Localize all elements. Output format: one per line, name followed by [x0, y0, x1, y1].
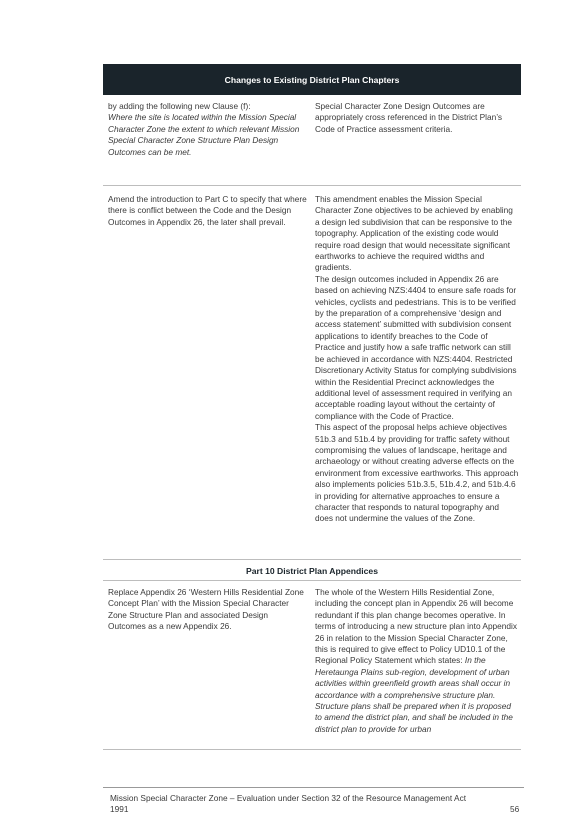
- row-divider: [103, 580, 521, 581]
- table-header: [103, 64, 521, 95]
- table-row: [103, 193, 521, 558]
- table-row: [103, 586, 521, 746]
- row1-right-text: Special Character Zone Design Outcomes are appropriately cross referenced in the District Plan’s Code of Practice assessment criteria.: [315, 101, 503, 134]
- row1-left-plain: by adding the following new Clause (f):: [108, 101, 251, 111]
- row2-left-text: Amend the introduction to Part C to specify that where there is conflict between the Code and the Design Outcomes in Appendix 26, the later shall prevail.: [108, 194, 307, 227]
- row1-left-cell: [108, 101, 308, 158]
- row-divider: [103, 559, 521, 560]
- row2-right-cell: [315, 194, 519, 525]
- row-divider: [103, 185, 521, 186]
- row1-right-cell: [315, 101, 519, 135]
- row2-right-p3: This aspect of the proposal helps achieve objectives 51b.3 and 51b.4 by providing for traffic safety without compromising the values of landscape, heritage and archaeology or without creating adverse effects on the environment from excessive earthworks. This approach also implements policies 51b.3.5, 51b.4.2, and 51b.4.6 in providing for alternative approaches to ensure a character that responds to natural topography and does not undermine the values of the Zone.: [315, 422, 519, 524]
- row3-left-text: Replace Appendix 26 ‘Western Hills Residential Zone Concept Plan’ with the Mission Special Character Zone Structure Plan and associated Design Outcomes as a new Appendix 26.: [108, 587, 304, 632]
- row1-left-italic: Where the site is located within the Mission Special Character Zone the extent to which relevant Mission Special Character Zone Structure Plan Design Outcomes can be met.: [108, 112, 300, 157]
- row2-left-cell: [108, 194, 308, 228]
- row2-right-p2: The design outcomes included in Appendix 26 are based on achieving NZS:4404 to ensure safe roads for vehicles, cyclists and pedestrians. This is to be verified by the preparation of a comprehensive ‘design and access statement’ submitted with subdivision consent applications to identify breaches to the Code of Practice and justify how a safe traffic network can still be achieved in accordance with NZS:4404. Restricted Discretionary Activity Status for complying subdivisions within the Residential Precinct acknowledges the additional level of assessment required in verifying an acceptable roading layout without the certainty of compliance with the Code of Practice.: [315, 273, 517, 421]
- section-title: Part 10 District Plan Appendices: [246, 566, 378, 576]
- row-divider: [103, 749, 521, 750]
- page-number: 56: [510, 804, 520, 814]
- row3-right-cell: [315, 587, 519, 735]
- footer-text: Mission Special Character Zone – Evaluation under Section 32 of the Resource Management Act 1991: [110, 793, 467, 814]
- footer-divider: [103, 787, 524, 788]
- table-header-title: Changes to Existing District Plan Chapters: [224, 74, 400, 85]
- row2-right-p1: This amendment enables the Mission Special Character Zone objectives to be achieved by enabling a design led subdivision that can be responsive to the topography. Application of the existing code would require road design that would necessitate significant earthworks to achieve the required widths and gradients.: [315, 194, 513, 273]
- row3-right-italic: In the Heretaunga Plains sub-region, development of urban activities within greenfield growth areas shall occur in accordance with a comprehensive structure plan. Structure plans shall be prepared when it is proposed to amend the district plan, and shall be included in the district plan to provide for urban: [315, 655, 513, 734]
- row3-right-plain: The whole of the Western Hills Residential Zone, including the concept plan in Appendix 26 will become redundant if this plan change becomes operative. In terms of introducing a new structure plan into Appendix 26 in relation to the Mission Special Character Zone, this is required to give effect to Policy UD10.1 of the Regional Policy Statement which states:: [315, 587, 518, 666]
- row3-left-cell: [108, 587, 308, 633]
- table-row: [103, 100, 521, 180]
